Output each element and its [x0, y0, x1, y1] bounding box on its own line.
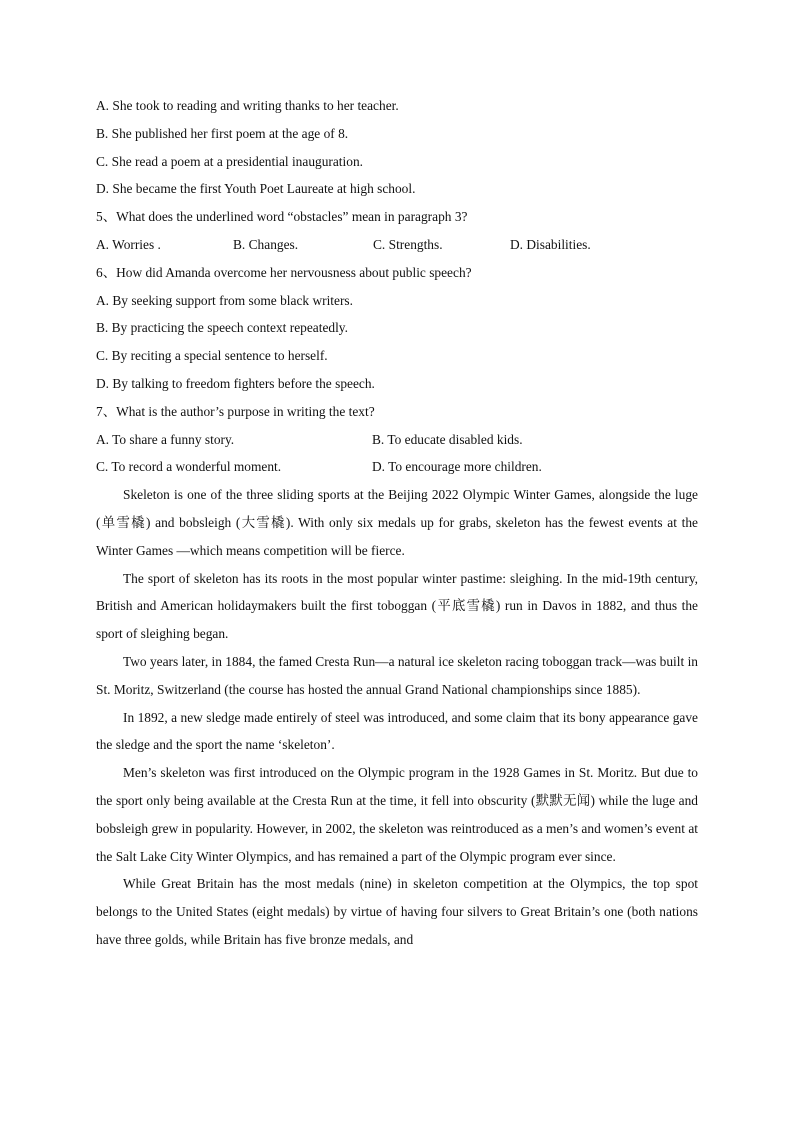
- q6-option-c: C. By reciting a special sentence to herself.: [96, 348, 328, 364]
- passage-paragraph-4: In 1892, a new sledge made entirely of steel was introduced, and some claim that its bony appearance gave the sledge and the sport the name ‘skeleton’.: [96, 709, 698, 753]
- question-7: 7、What is the author’s purpose in writing the text?: [96, 403, 375, 419]
- passage-paragraph-1: Skeleton is one of the three sliding sports at the Beijing 2022 Olympic Winter Games, alongside the luge (单雪橇) and bobsleigh (大雪橇). With only six medals up for grabs, skeleton has the fewest events at the Winter Games —which means competition will be fierce.: [96, 487, 698, 558]
- q4-option-b: B. She published her first poem at the age of 8.: [96, 125, 349, 141]
- q4-option-c: C. She read a poem at a presidential inauguration.: [96, 153, 363, 169]
- reading-passage: [96, 481, 698, 954]
- q7-option-d: D. To encourage more children.: [372, 459, 542, 475]
- q6-option-b: B. By practicing the speech context repeatedly.: [96, 320, 348, 336]
- q5-option-a: A. Worries .: [96, 236, 161, 252]
- q5-option-b: B. Changes.: [233, 236, 299, 252]
- q5-option-d: D. Disabilities.: [510, 236, 591, 252]
- passage-paragraph-5: Men’s skeleton was first introduced on the Olympic program in the 1928 Games in St. Moritz. But due to the sport only being available at the Cresta Run at the time, it fell into obscurity (默默无闻) while the luge and bobsleigh grew in popularity. However, in 2002, the skeleton was reintroduced as a men’s and women’s event at the Salt Lake City Winter Olympics, and has remained a part of the Olympic program ever since.: [96, 765, 698, 864]
- q5-options: [96, 231, 698, 259]
- q7-option-c: C. To record a wonderful moment.: [96, 459, 282, 475]
- passage-paragraph-6: While Great Britain has the most medals (nine) in skeleton competition at the Olympics, the top spot belongs to the United States (eight medals) by virtue of having four silvers to Great Britain’s one (both nations have three golds, while Britain has five bronze medals, and: [96, 876, 698, 947]
- question-5: 5、What does the underlined word “obstacles” mean in paragraph 3?: [96, 209, 468, 225]
- q5-option-c: C. Strengths.: [373, 236, 443, 252]
- q7-options-row-1: [96, 426, 698, 454]
- q7-options-row-2: [96, 453, 698, 481]
- q7-option-b: B. To educate disabled kids.: [372, 431, 523, 447]
- passage-paragraph-2: The sport of skeleton has its roots in the most popular winter pastime: sleighing. In the mid-19th century, British and American holidaymakers built the first toboggan (平底雪橇) run in Davos in 1882, and thus the sport of sleighing began.: [96, 570, 698, 642]
- q4-option-d: D. She became the first Youth Poet Laureate at high school.: [96, 181, 416, 197]
- q6-option-d: D. By talking to freedom fighters before the speech.: [96, 375, 375, 391]
- passage-paragraph-3: Two years later, in 1884, the famed Cresta Run—a natural ice skeleton racing toboggan track—was built in St. Moritz, Switzerland (the course has hosted the annual Grand National championships since 1885).: [96, 653, 698, 697]
- q6-option-a: A. By seeking support from some black writers.: [96, 292, 353, 308]
- page-content: [96, 92, 698, 954]
- question-6: 6、How did Amanda overcome her nervousness about public speech?: [96, 264, 472, 280]
- q4-option-a: A. She took to reading and writing thanks to her teacher.: [96, 98, 399, 113]
- q7-option-a: A. To share a funny story.: [96, 431, 235, 447]
